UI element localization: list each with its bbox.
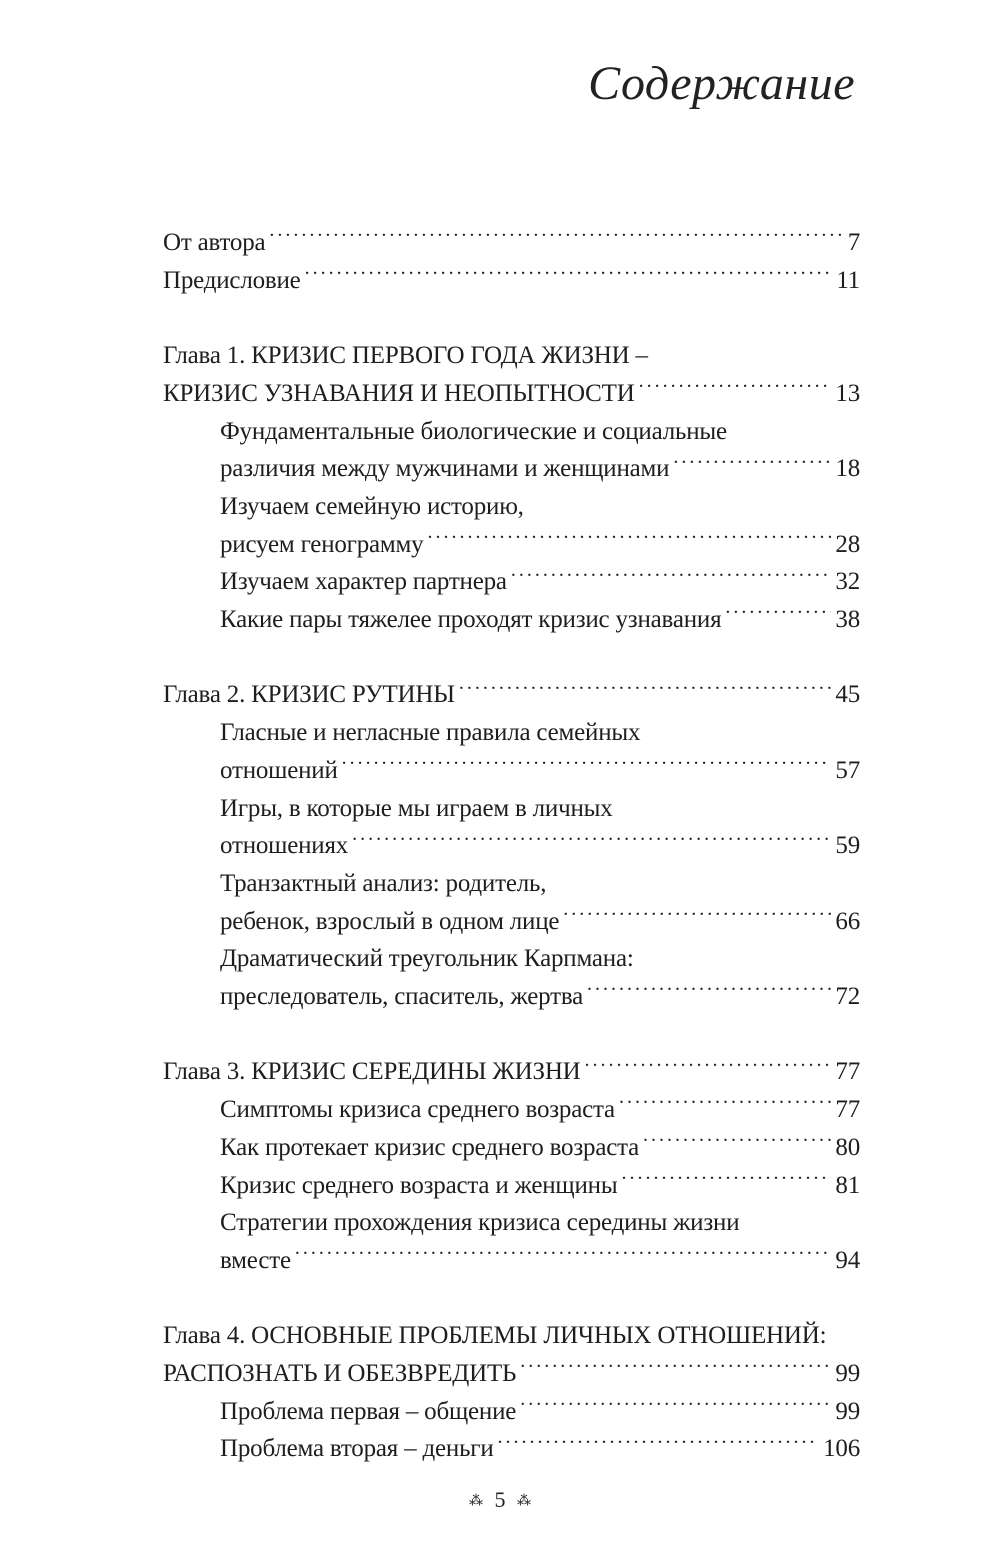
- entry-page-number: 77: [835, 1058, 860, 1086]
- entry-page-number: 106: [823, 1435, 860, 1463]
- toc-entry-section[interactable]: [163, 1393, 860, 1431]
- chapter-title-line[interactable]: Глава 1. КРИЗИС ПЕРВОГО ГОДА ЖИЗНИ –: [163, 342, 648, 370]
- entry-page-number: 57: [835, 756, 860, 784]
- entry-page-number: 66: [835, 907, 860, 935]
- entry-title: Изучаем характер партнера: [220, 568, 507, 596]
- toc-entry-section[interactable]: [163, 978, 860, 1016]
- entry-page-number: 94: [835, 1246, 860, 1274]
- entry-title: рисуем генограмму: [220, 530, 424, 558]
- toc-entry-section[interactable]: [163, 1129, 860, 1167]
- entry-page-number: 45: [835, 681, 860, 709]
- section-title-line[interactable]: Игры, в которые мы играем в личных: [220, 794, 613, 822]
- entry-title: От автора: [163, 229, 266, 256]
- section-title-line[interactable]: Изучаем семейную историю,: [220, 492, 524, 520]
- page-title: Содержание: [588, 57, 855, 110]
- dot-leader: [643, 1130, 831, 1155]
- dot-leader: [511, 564, 832, 589]
- toc-entry-section[interactable]: [163, 450, 860, 488]
- section-title-line[interactable]: Гласные и негласные правила семейных: [220, 719, 641, 747]
- page-number: 5: [494, 1487, 506, 1512]
- table-of-contents: [163, 224, 860, 1468]
- section-title-line[interactable]: Фундаментальные биологические и социальные: [220, 417, 727, 445]
- toc-entry-chapter[interactable]: [163, 1053, 860, 1091]
- dot-leader: [498, 1431, 820, 1456]
- entry-title: вместе: [220, 1246, 291, 1274]
- entry-title: отношений: [220, 756, 338, 784]
- entry-page-number: 77: [835, 1096, 860, 1124]
- toc-entry-chapter[interactable]: [163, 375, 860, 413]
- toc-entry-front[interactable]: [163, 224, 860, 262]
- section-title-line[interactable]: Драматический треугольник Карпмана:: [220, 945, 634, 973]
- entry-title: КРИЗИС УЗНАВАНИЯ И НЕОПЫТНОСТИ: [163, 379, 635, 407]
- section-title-line[interactable]: Стратегии прохождения кризиса середины жизни: [220, 1209, 740, 1237]
- entry-page-number: 7: [847, 229, 860, 256]
- dot-leader: [520, 1356, 831, 1381]
- entry-title: Какие пары тяжелее проходят кризис узнавания: [220, 606, 722, 634]
- toc-entry-chapter[interactable]: [163, 676, 860, 714]
- dot-leader: [295, 1243, 832, 1268]
- entry-page-number: 80: [835, 1133, 860, 1161]
- entry-title: Кризис среднего возраста и женщины: [220, 1171, 618, 1199]
- toc-entry-section[interactable]: [163, 1167, 860, 1205]
- section-title-line[interactable]: Транзактный анализ: родитель,: [220, 869, 547, 897]
- spacer: [163, 1016, 860, 1054]
- entry-page-number: 81: [835, 1171, 860, 1199]
- entry-page-number: 13: [835, 379, 860, 407]
- entry-page-number: 18: [835, 455, 860, 483]
- entry-page-number: 32: [835, 568, 860, 596]
- ornament-right-icon: ⁂: [517, 1494, 531, 1510]
- entry-title: ребенок, взрослый в одном лице: [220, 907, 560, 935]
- entry-page-number: 59: [835, 832, 860, 860]
- dot-leader: [269, 225, 843, 250]
- spacer: [163, 639, 860, 677]
- dot-leader: [342, 753, 832, 778]
- dot-leader: [305, 263, 833, 288]
- dot-leader: [459, 677, 832, 702]
- dot-leader: [352, 828, 831, 853]
- spacer: [163, 1280, 860, 1318]
- ornament-left-icon: ⁂: [469, 1494, 483, 1510]
- dot-leader: [563, 904, 831, 929]
- toc-entry-section[interactable]: [163, 903, 860, 941]
- entry-title: Проблема вторая – деньги: [220, 1435, 494, 1463]
- toc-entry-section[interactable]: [163, 1430, 860, 1468]
- toc-entry-section[interactable]: [163, 827, 860, 865]
- entry-page-number: 28: [835, 530, 860, 558]
- toc-entry-section[interactable]: [163, 601, 860, 639]
- dot-leader: [427, 527, 831, 552]
- dot-leader: [725, 602, 831, 627]
- spacer: [163, 299, 860, 337]
- entry-title: Предисловие: [163, 266, 301, 294]
- dot-leader: [585, 1054, 832, 1079]
- entry-page-number: 99: [835, 1397, 860, 1425]
- toc-entry-section[interactable]: [163, 1242, 860, 1280]
- dot-leader: [621, 1168, 831, 1193]
- entry-title: отношениях: [220, 832, 349, 860]
- dot-leader: [673, 451, 831, 476]
- entry-page-number: 99: [835, 1360, 860, 1388]
- entry-page-number: 11: [836, 266, 860, 294]
- entry-page-number: 38: [835, 606, 860, 634]
- toc-entry-chapter[interactable]: [163, 1355, 860, 1393]
- toc-entry-section[interactable]: [163, 563, 860, 601]
- entry-title: Проблема первая – общение: [220, 1397, 517, 1425]
- dot-leader: [619, 1092, 831, 1117]
- dot-leader: [639, 376, 832, 401]
- entry-title: Симптомы кризиса среднего возраста: [220, 1096, 615, 1124]
- chapter-title-line[interactable]: Глава 4. ОСНОВНЫЕ ПРОБЛЕМЫ ЛИЧНЫХ ОТНОШЕНИЙ:: [163, 1322, 827, 1350]
- toc-entry-section[interactable]: [163, 1091, 860, 1129]
- entry-title: РАСПОЗНАТЬ И ОБЕЗВРЕДИТЬ: [163, 1360, 517, 1388]
- dot-leader: [520, 1394, 831, 1419]
- entry-title: Как протекает кризис среднего возраста: [220, 1133, 640, 1161]
- dot-leader: [587, 979, 831, 1004]
- toc-entry-section[interactable]: [163, 526, 860, 564]
- toc-entry-section[interactable]: [163, 752, 860, 790]
- entry-title: Глава 3. КРИЗИС СЕРЕДИНЫ ЖИЗНИ: [163, 1058, 581, 1086]
- page-folio: [0, 1487, 1000, 1513]
- entry-page-number: 72: [835, 983, 860, 1011]
- toc-entry-front[interactable]: [163, 262, 860, 300]
- entry-title: различия между мужчинами и женщинами: [220, 455, 670, 483]
- entry-title: Глава 2. КРИЗИС РУТИНЫ: [163, 681, 455, 709]
- entry-title: преследователь, спаситель, жертва: [220, 983, 584, 1011]
